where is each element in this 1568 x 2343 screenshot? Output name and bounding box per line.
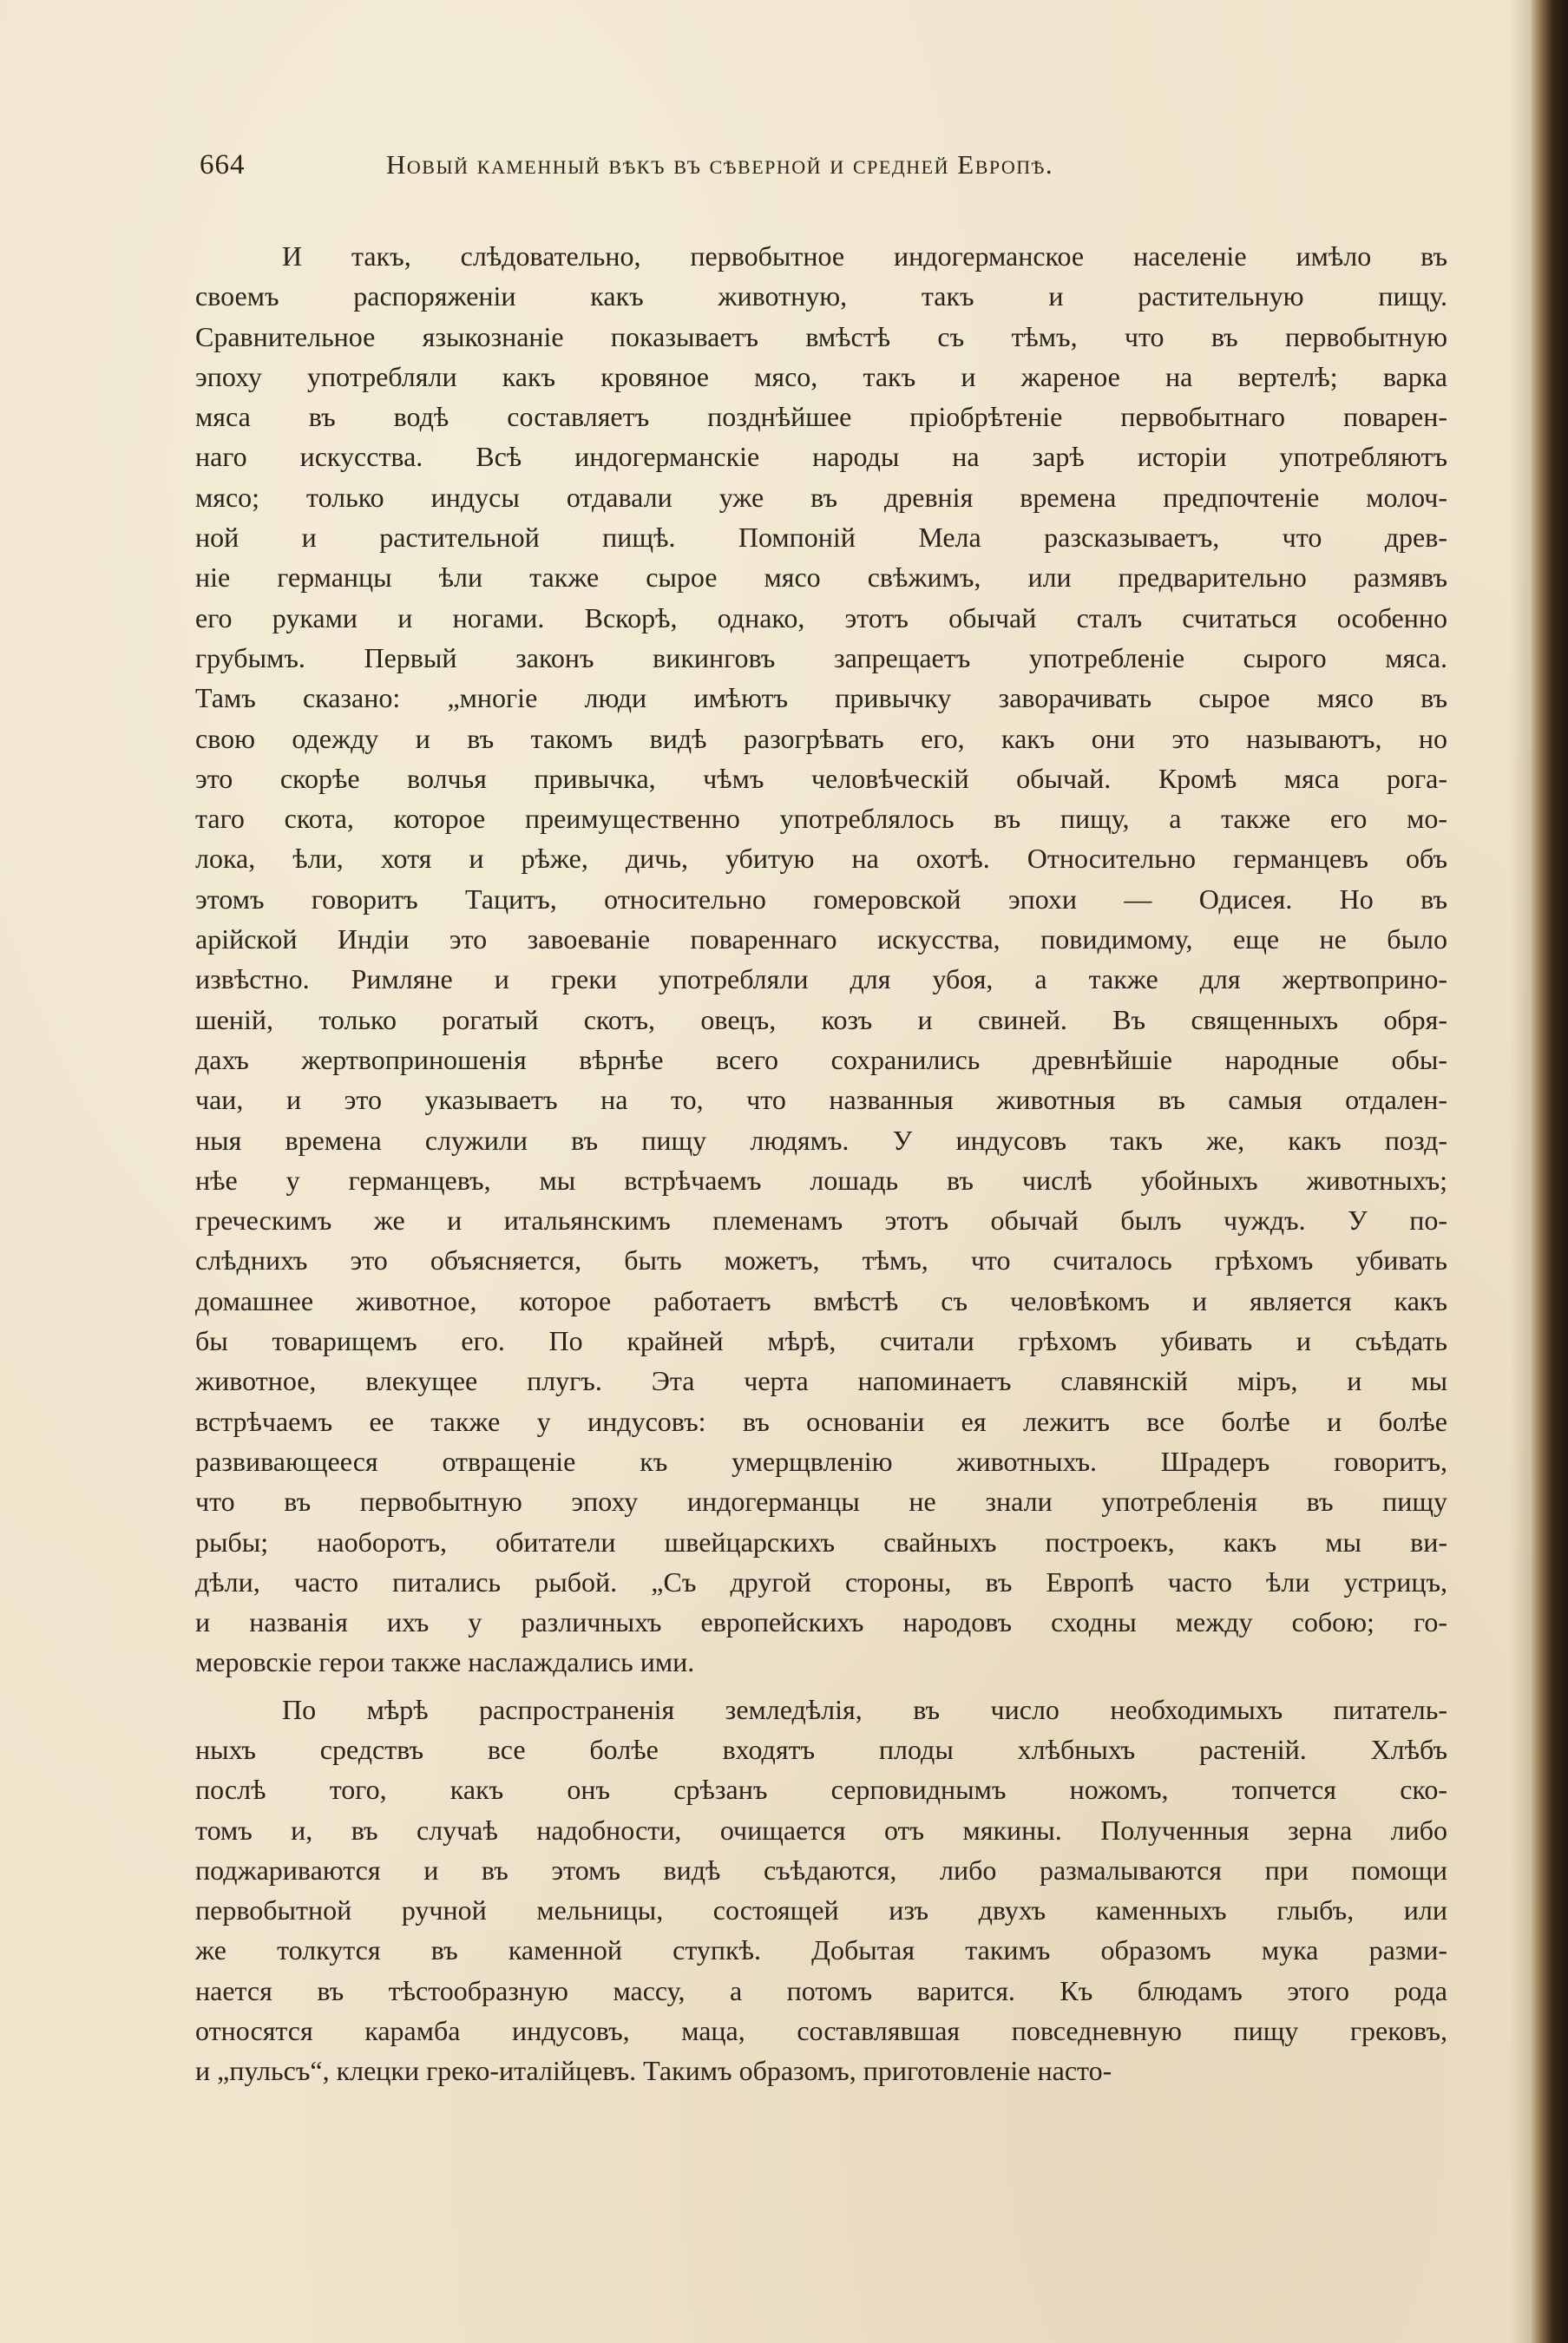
- text-line: послѣ того, какъ онъ срѣзанъ серповиднымъ ножомъ, топчется ско-: [195, 1774, 1447, 1806]
- text-line: домашнее животное, которое работаетъ вмѣстѣ съ человѣкомъ и является какъ: [195, 1284, 1447, 1316]
- text-line: И такъ, слѣдовательно, первобытное индогерманское населеніе имѣло въ: [282, 240, 1447, 272]
- text-line: ныя времена служили въ пищу людямъ. У индусовъ такъ же, какъ позд-: [195, 1124, 1447, 1156]
- text-line: что въ первобытную эпоху индогерманцы не знали употребленія въ пищу: [195, 1486, 1447, 1518]
- text-line: этомъ говоритъ Тацитъ, относительно гомеровской эпохи — Одисея. Но въ: [195, 883, 1447, 915]
- text-line: дахъ жертвоприношенія вѣрнѣе всего сохранились древнѣйшіе народные обы-: [195, 1043, 1447, 1075]
- text-line: бы товарищемъ его. По крайней мѣрѣ, считали грѣхомъ убивать и съѣдать: [195, 1325, 1447, 1357]
- body-text: [195, 236, 1447, 2091]
- text-line: же толкутся въ каменной ступкѣ. Добытая такимъ образомъ мука разми-: [195, 1934, 1447, 1966]
- text-line: Сравнительное языкознаніе показываетъ вмѣстѣ съ тѣмъ, что въ первобытную: [195, 320, 1447, 352]
- paragraph: [195, 1690, 1447, 2091]
- text-line: мяса въ водѣ составляетъ позднѣйшее пріобрѣтеніе первобытнаго поварен-: [195, 401, 1447, 433]
- text-line: чаи, и это указываетъ на то, что названныя животныя въ самыя отдален-: [195, 1084, 1447, 1116]
- text-line: относятся карамба индусовъ, маца, составлявшая повседневную пищу грековъ,: [195, 2015, 1447, 2047]
- text-line: меровскіе герои также наслаждались ими.: [195, 1646, 695, 1678]
- text-line: рыбы; наоборотъ, обитатели швейцарскихъ свайныхъ построекъ, какъ мы ви-: [195, 1526, 1447, 1558]
- text-line: и „пульсъ“, клецки греко-италійцевъ. Такимъ образомъ, приготовленіе насто-: [195, 2055, 1112, 2087]
- text-line: это скорѣе волчья привычка, чѣмъ человѣческій обычай. Кромѣ мяса рога-: [195, 762, 1447, 794]
- text-line: встрѣчаемъ ее также у индусовъ: въ основаніи ея лежитъ все болѣе и болѣе: [195, 1405, 1447, 1437]
- text-line: первобытной ручной мельницы, состоящей изъ двухъ каменныхъ глыбъ, или: [195, 1894, 1447, 1926]
- text-line: свою одежду и въ такомъ видѣ разогрѣвать его, какъ они это называютъ, но: [195, 722, 1447, 754]
- text-line: шеній, только рогатый скотъ, овецъ, козъ и свиней. Въ священныхъ обря-: [195, 1003, 1447, 1035]
- running-title: Новый каменный вѣкъ въ сѣверной и средней Европѣ.: [386, 149, 1054, 180]
- text-line: лока, ѣли, хотя и рѣже, дичь, убитую на охотѣ. Относительно германцевъ объ: [195, 843, 1447, 875]
- text-line: дѣли, часто питались рыбой. „Съ другой стороны, въ Европѣ часто ѣли устрицъ,: [195, 1565, 1447, 1598]
- text-line: поджариваются и въ этомъ видѣ съѣдаются, либо размалываются при помощи: [195, 1854, 1447, 1886]
- text-line: извѣстно. Римляне и греки употребляли для убоя, а также для жертвоприно-: [195, 963, 1447, 995]
- text-line: ніе германцы ѣли также сырое мясо свѣжимъ, или предварительно размявъ: [195, 561, 1447, 594]
- text-line: развивающееся отвращеніе къ умерщвленію животныхъ. Шрадеръ говоритъ,: [195, 1445, 1447, 1477]
- paragraph-gap: [195, 1683, 1447, 1690]
- text-line: таго скота, которое преимущественно употреблялось въ пищу, а также его мо-: [195, 803, 1447, 835]
- text-line: нается въ тѣстообразную массу, а потомъ варится. Къ блюдамъ этого рода: [195, 1974, 1447, 2006]
- paragraph: [195, 236, 1447, 1683]
- text-line: и названія ихъ у различныхъ европейскихъ народовъ сходны между собою; го-: [195, 1606, 1447, 1638]
- text-line: томъ и, въ случаѣ надобности, очищается отъ мякины. Полученныя зерна либо: [195, 1814, 1447, 1846]
- text-line: эпоху употребляли какъ кровяное мясо, такъ и жареное на вертелѣ; варка: [195, 360, 1447, 392]
- text-line: По мѣрѣ распространенія земледѣлія, въ число необходимыхъ питатель-: [282, 1693, 1447, 1725]
- book-spine-edge: [1532, 0, 1568, 2343]
- text-line: нѣе у германцевъ, мы встрѣчаемъ лошадь въ числѣ убойныхъ животныхъ;: [195, 1164, 1447, 1196]
- text-line: грубымъ. Первый законъ викинговъ запрещаетъ употребленіе сырого мяса.: [195, 641, 1447, 673]
- text-line: ной и растительной пищѣ. Помпоній Мела разсказываетъ, что древ-: [195, 522, 1447, 554]
- text-line: ныхъ средствъ все болѣе входятъ плоды хлѣбныхъ растеній. Хлѣбъ: [195, 1733, 1447, 1765]
- page-header: [200, 149, 1449, 193]
- text-line: животное, влекущее плугъ. Эта черта напоминаетъ славянскій міръ, и мы: [195, 1365, 1447, 1397]
- text-line: наго искусства. Всѣ индогерманскіе народы на зарѣ исторіи употребляютъ: [195, 441, 1447, 473]
- text-line: арійской Индіи это завоеваніе повареннаго искусства, повидимому, еще не было: [195, 923, 1447, 955]
- text-line: его руками и ногами. Вскорѣ, однако, этотъ обычай сталъ считаться особенно: [195, 601, 1447, 633]
- page-number: 664: [200, 149, 246, 180]
- text-line: своемъ распоряженіи какъ животную, такъ и растительную пищу.: [195, 280, 1447, 312]
- text-line: слѣднихъ это объясняется, быть можетъ, тѣмъ, что считалось грѣхомъ убивать: [195, 1244, 1447, 1277]
- page-edge-shadow: [1510, 0, 1532, 2343]
- text-line: греческимъ же и итальянскимъ племенамъ этотъ обычай былъ чуждъ. У по-: [195, 1204, 1447, 1237]
- text-line: мясо; только индусы отдавали уже въ древнія времена предпочтеніе молоч-: [195, 481, 1447, 513]
- text-line: Тамъ сказано: „многіе люди имѣютъ привычку заворачивать сырое мясо въ: [195, 682, 1447, 714]
